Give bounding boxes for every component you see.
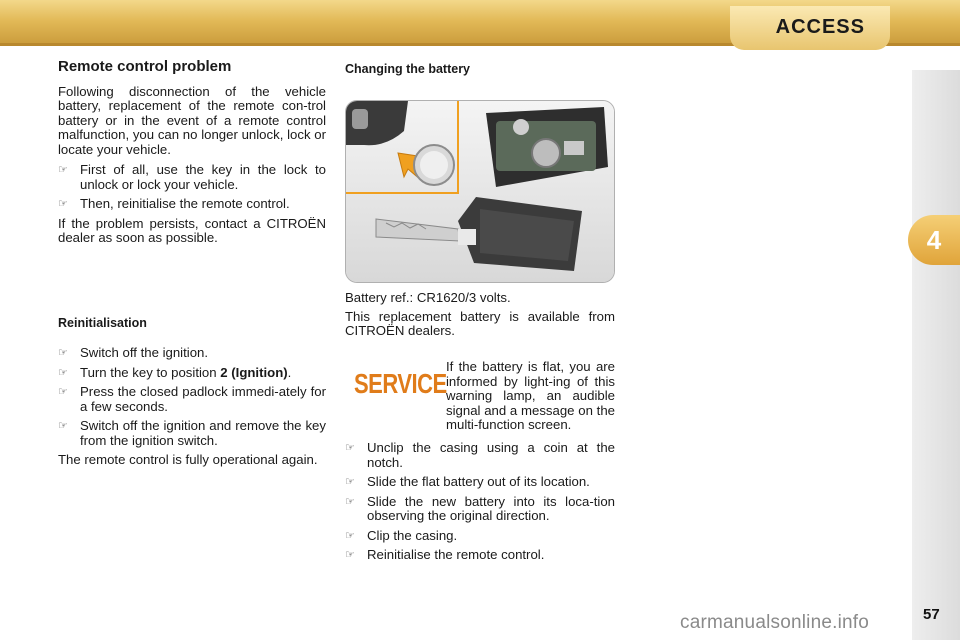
page-number: 57 bbox=[923, 606, 940, 623]
list-item: ☞ Switch off the ignition. bbox=[58, 345, 209, 360]
list-item: ☞ Slide the new battery into its loca-tion observing the original direction. bbox=[345, 493, 615, 523]
service-warning-icon: SERVICE bbox=[354, 368, 447, 400]
pointing-hand-icon: ☞ bbox=[58, 386, 68, 398]
pointing-hand-icon: ☞ bbox=[345, 495, 355, 508]
list-item: ☞ Unclip the casing using a coin at the notch. bbox=[345, 440, 615, 470]
key-battery-diagram bbox=[346, 101, 614, 282]
pointing-hand-icon: ☞ bbox=[58, 420, 68, 432]
list-item: ☞ Then, reinitialise the remote control. bbox=[58, 196, 290, 211]
section-title: ACCESS bbox=[775, 16, 865, 38]
right-column-heading bbox=[345, 62, 615, 77]
pointing-hand-icon: ☞ bbox=[345, 529, 355, 542]
pointing-hand-icon: ☞ bbox=[58, 366, 68, 379]
list-item: ☞ Switch off the ignition and remove the key from the ignition switch. bbox=[58, 418, 326, 448]
remote-key-illustration bbox=[345, 100, 615, 283]
battery-steps bbox=[345, 441, 615, 568]
service-text-block bbox=[446, 360, 615, 439]
list-item: ☞ Turn the key to position 2 (Ignition). bbox=[58, 364, 292, 380]
watermark: carmanualsonline.info bbox=[680, 612, 870, 633]
pointing-hand-icon: ☞ bbox=[58, 198, 68, 210]
list-item: ☞ Reinitialise the remote control. bbox=[345, 547, 545, 562]
pointing-hand-icon: ☞ bbox=[345, 476, 355, 488]
pointing-hand-icon: ☞ bbox=[58, 347, 68, 359]
list-item: ☞ Clip the casing. bbox=[345, 527, 458, 543]
heading-changing-battery: Changing the battery bbox=[345, 62, 471, 76]
battery-ref: Battery ref.: CR1620/3 volts. bbox=[345, 290, 511, 305]
pointing-hand-icon: ☞ bbox=[345, 549, 355, 561]
closing-paragraph: The remote control is fully operational again. bbox=[58, 452, 318, 467]
intro-paragraph: Following disconnection of the vehicle battery, replacement of the remote con-trol battery or in the event of a remote control malfunction, you can no longer unlock, lock or locate your vehicle. bbox=[58, 83, 326, 157]
chapter-tab[interactable]: 4 bbox=[908, 215, 960, 265]
battery-availability: This replacement battery is available from CITROËN dealers. bbox=[345, 308, 615, 338]
pointing-hand-icon: ☞ bbox=[345, 442, 355, 454]
right-column-body bbox=[345, 291, 615, 345]
heading-remote-control-problem: Remote control problem bbox=[58, 58, 232, 75]
list-item: ☞ First of all, use the key in the lock to unlock or lock your vehicle. bbox=[58, 162, 326, 192]
list-item: ☞ Slide the flat battery out of its location. bbox=[345, 474, 590, 489]
list-item: ☞ Press the closed padlock immedi-ately for a few seconds. bbox=[58, 384, 326, 414]
side-strip bbox=[912, 70, 960, 640]
service-paragraph: If the battery is flat, you are informed by light-ing of this warning lamp, an audible signal and a message on the multi-function screen. bbox=[446, 359, 615, 432]
heading-reinitialisation: Reinitialisation bbox=[58, 315, 147, 330]
pointing-hand-icon: ☞ bbox=[58, 164, 68, 176]
followup-paragraph: If the problem persists, contact a CITROËN dealer as soon as possible. bbox=[58, 215, 326, 245]
left-column bbox=[58, 60, 326, 474]
